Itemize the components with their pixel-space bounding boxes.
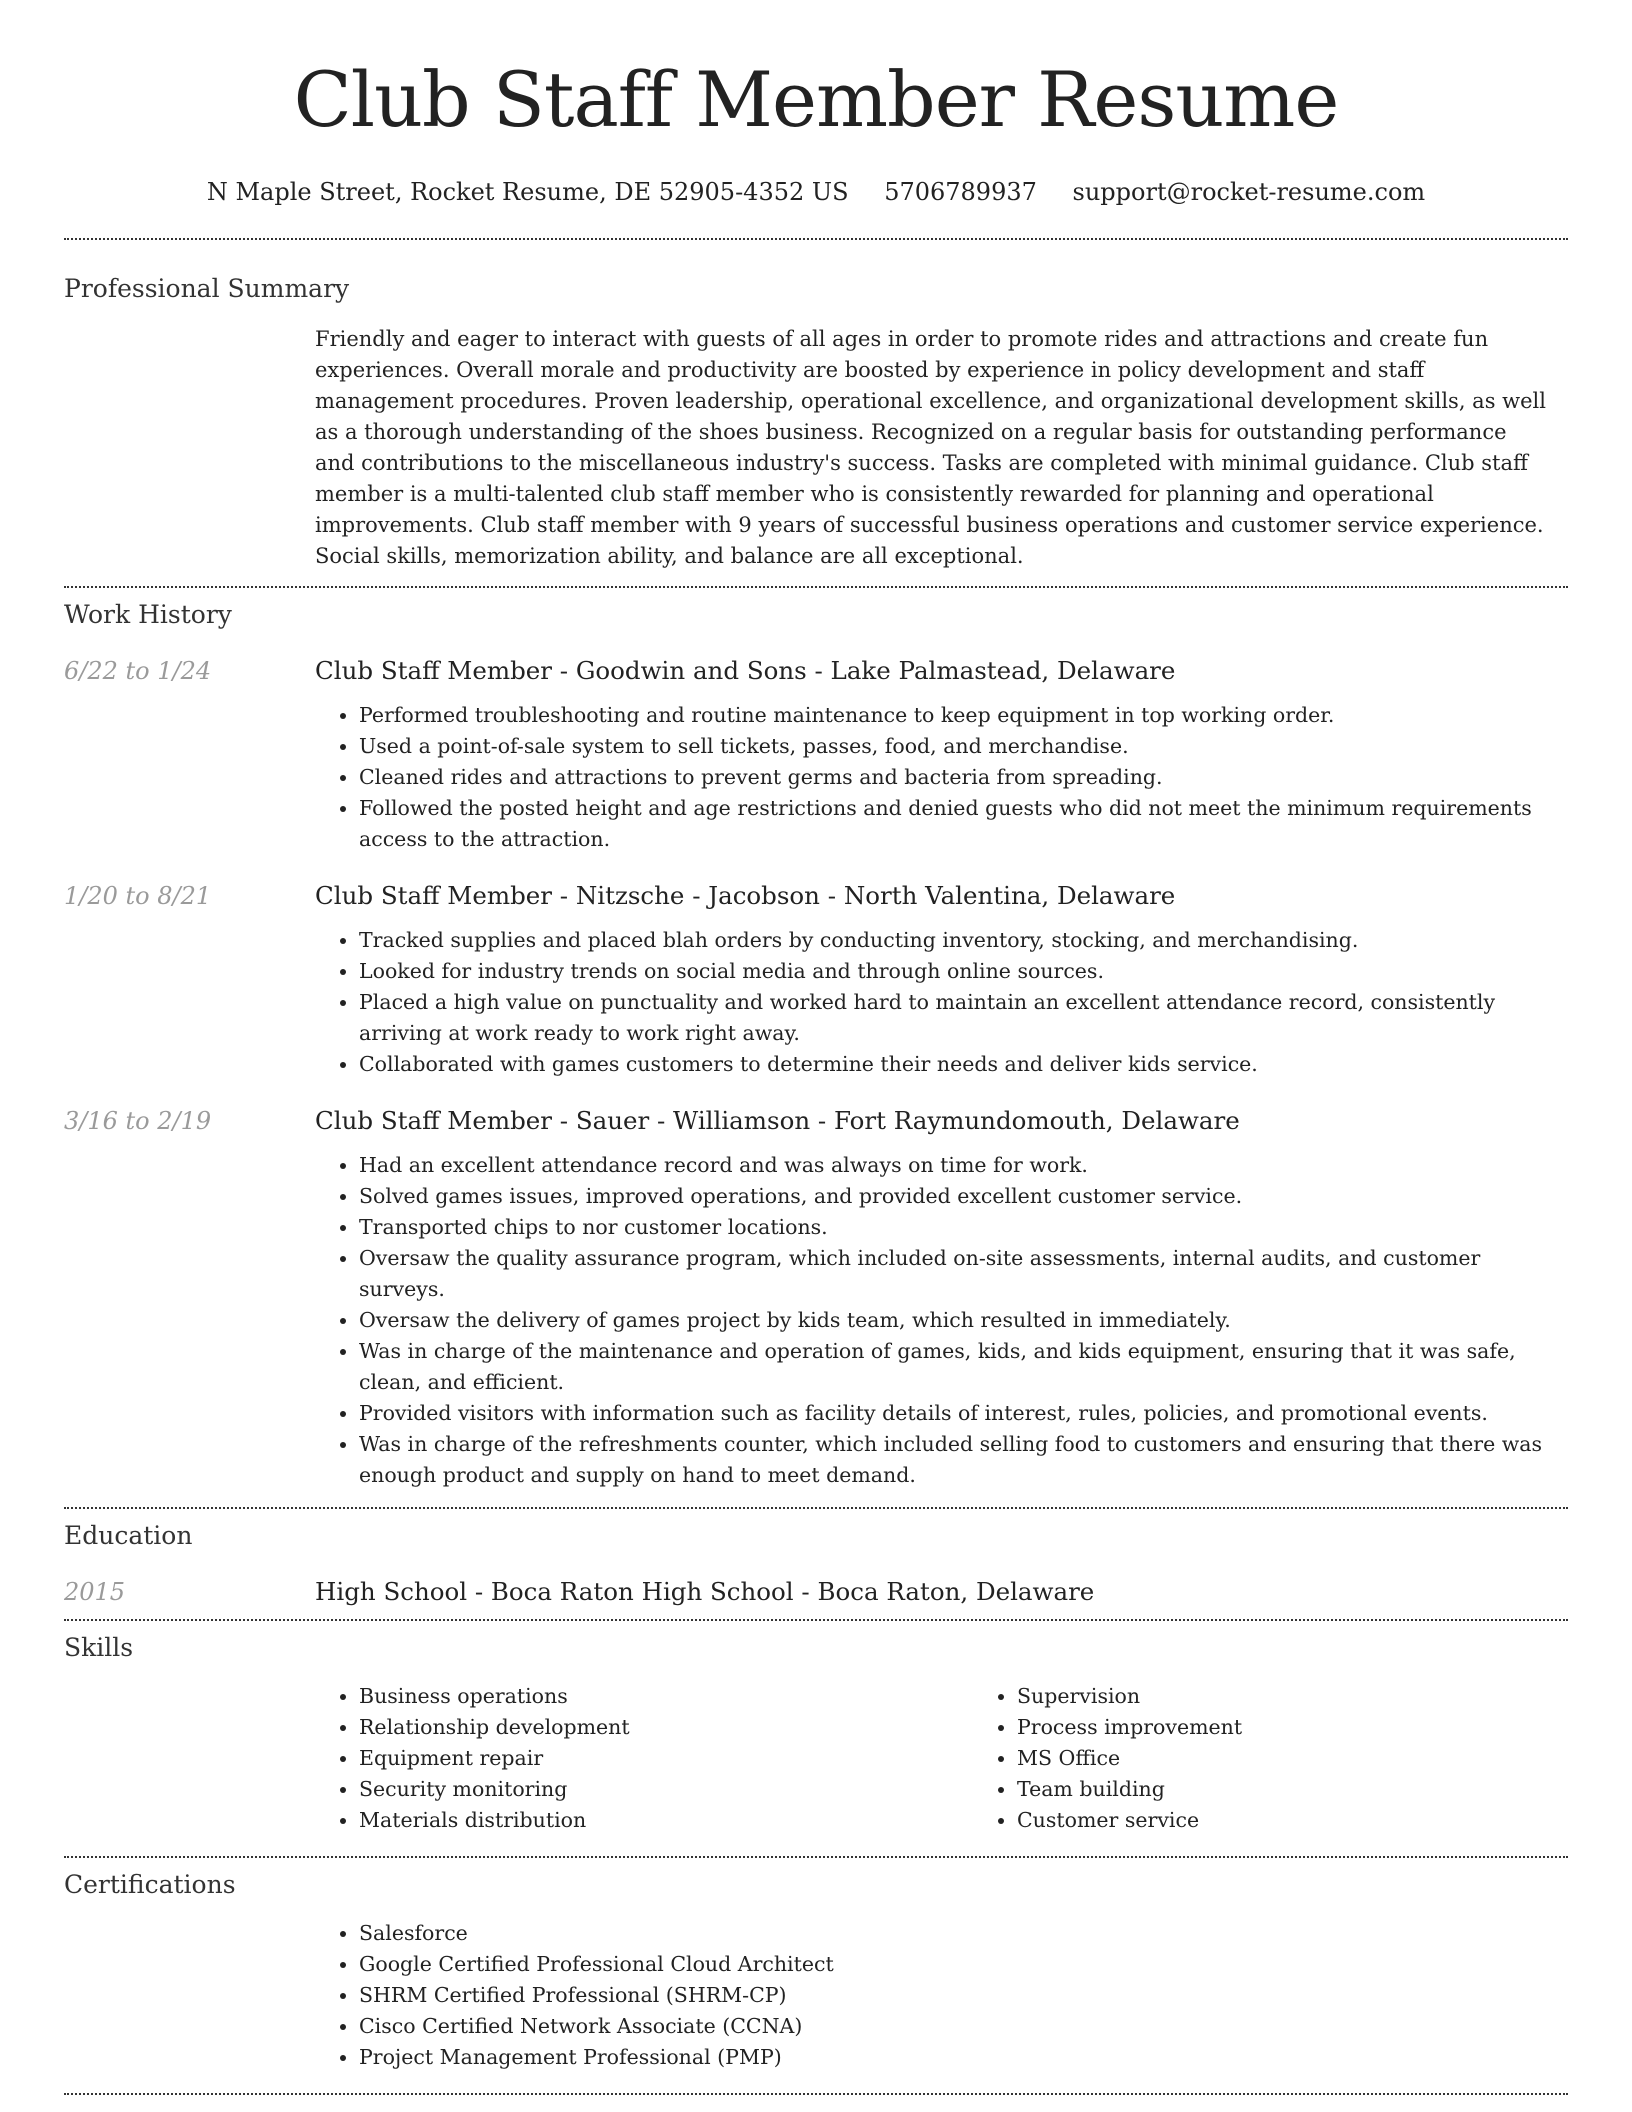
list-item: • Solved games issues, improved operations, and provided excellent customer service. [359,1181,1568,1212]
list-item: • Had an excellent attendance record and was always on time for work. [359,1150,1568,1181]
job-dates: 3/16 to 2/19 [64,1107,212,1135]
job-dates: 1/20 to 8/21 [64,882,212,910]
job-title: Club Staff Member - Goodwin and Sons - Lake Palmastead, Delaware [315,656,1176,685]
list-item: • Security monitoring [359,1774,973,1805]
resume-title: Club Staff Member Resume [293,55,1339,144]
list-item: • MS Office [1017,1743,1631,1774]
list-item: • Customer service [1017,1805,1631,1836]
job-duties [315,700,1568,855]
job-duties [315,925,1568,1080]
list-item: • Looked for industry trends on social media and through online sources. [359,956,1568,987]
section-divider [64,2093,1568,2095]
contact-email: support@rocket-resume.com [1072,178,1426,206]
list-item: • Was in charge of the maintenance and operation of games, kids, and kids equipment, ensuring that it was safe, clean, and efficient. [359,1336,1568,1398]
skills-column-right [973,1681,1631,1836]
contact-phone: 5706789937 [884,178,1037,206]
list-item: • Relationship development [359,1712,973,1743]
list-item: • Oversaw the quality assurance program, which included on-site assessments, internal audits, and customer surveys. [359,1243,1568,1305]
list-item: • Materials distribution [359,1805,973,1836]
job-entry [64,654,1568,855]
list-item: • Was in charge of the refreshments counter, which included selling food to customers and ensuring that there was enough product and supply on hand to meet demand. [359,1429,1568,1491]
summary-heading: Professional Summary [64,274,350,303]
list-item: • Equipment repair [359,1743,973,1774]
job-title: Club Staff Member - Sauer - Williamson - Fort Raymundomouth, Delaware [315,1106,1240,1135]
education-entry [64,1575,1568,1609]
certifications-section [64,1858,1568,2073]
list-item: • Tracked supplies and placed blah orders by conducting inventory, stocking, and merchandising. [359,925,1568,956]
skills-section [64,1621,1568,1836]
list-item: • Cleaned rides and attractions to prevent germs and bacteria from spreading. [359,762,1568,793]
list-item: • Process improvement [1017,1712,1631,1743]
list-item: • Performed troubleshooting and routine maintenance to keep equipment in top working order. [359,700,1568,731]
certifications-heading: Certifications [64,1870,236,1899]
contact-line [64,176,1568,208]
education-title: High School - Boca Raton High School - Boca Raton, Delaware [315,1577,1095,1606]
education-heading: Education [64,1521,193,1550]
list-item: • Salesforce [359,1918,1568,1949]
list-item: • SHRM Certified Professional (SHRM-CP) [359,1980,1568,2011]
job-dates: 6/22 to 1/24 [64,657,212,685]
list-item: • Team building [1017,1774,1631,1805]
list-item: • Collaborated with games customers to determine their needs and deliver kids service. [359,1049,1568,1080]
list-item: • Business operations [359,1681,973,1712]
list-item: • Provided visitors with information such as facility details of interest, rules, policies, and promotional events. [359,1398,1568,1429]
job-title: Club Staff Member - Nitzsche - Jacobson - North Valentina, Delaware [315,881,1176,910]
summary-text: Friendly and eager to interact with guests of all ages in order to promote rides and attractions and create fun experiences. Overall morale and productivity are boosted by experience in policy development and staff management procedures. Proven leadership, operational excellence, and organizational development skills, as well as a thorough understanding of the shoes business. Recognized on a regular basis for outstanding performance and contributions to the miscellaneous industry's success. Tasks are completed with minimal guidance. Club staff member is a multi-talented club staff member who is consistently rewarded for planning and operational improvements. Club staff member with 9 years of successful business operations and customer service experience. Social skills, memorization ability, and balance are all exceptional. [315,327,1546,568]
summary-section [64,240,1568,572]
job-duties [315,1150,1568,1491]
job-entry [64,1104,1568,1491]
skills-heading: Skills [64,1633,134,1662]
skills-column-left [315,1681,973,1836]
list-item: • Transported chips to nor customer locations. [359,1212,1568,1243]
work-history-section [64,588,1568,1491]
contact-address: N Maple Street, Rocket Resume, DE 52905-4352 US [206,178,849,206]
list-item: • Placed a high value on punctuality and worked hard to maintain an excellent attendance record, consistently arriving at work ready to work right away. [359,987,1568,1049]
list-item: • Project Management Professional (PMP) [359,2042,1568,2073]
education-year: 2015 [64,1578,126,1606]
list-item: • Used a point-of-sale system to sell tickets, passes, food, and merchandise. [359,731,1568,762]
list-item: • Google Certified Professional Cloud Architect [359,1949,1568,1980]
work-history-heading: Work History [64,600,232,629]
list-item: • Cisco Certified Network Associate (CCNA) [359,2011,1568,2042]
skills-list [315,1681,1631,1836]
job-entry [64,879,1568,1080]
certifications-list [315,1918,1568,2073]
list-item: • Supervision [1017,1681,1631,1712]
education-section [64,1509,1568,1609]
list-item: • Oversaw the delivery of games project by kids team, which resulted in immediately. [359,1305,1568,1336]
list-item: • Followed the posted height and age restrictions and denied guests who did not meet the minimum requirements access to the attraction. [359,793,1568,855]
